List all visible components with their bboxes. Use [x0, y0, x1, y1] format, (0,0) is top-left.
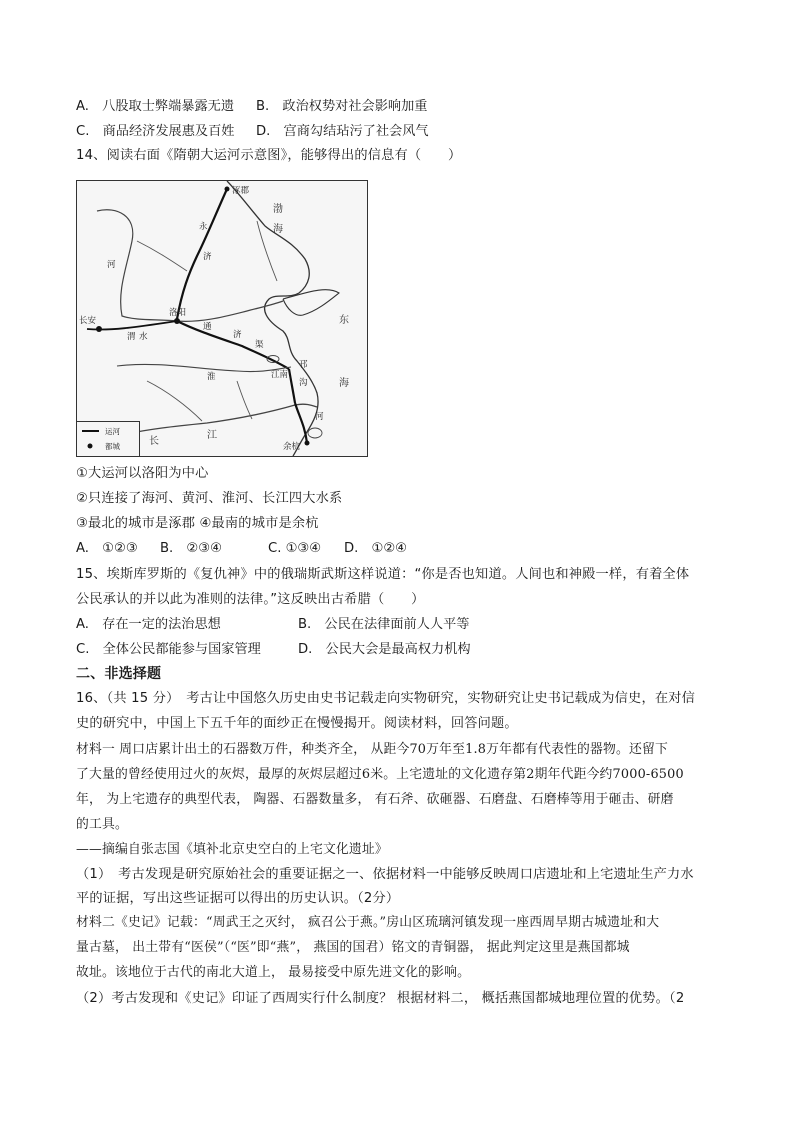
- label-dong: 东: [339, 315, 349, 326]
- q13-option-d: D. 宫商勾结玷污了社会风气: [256, 124, 429, 139]
- q16-material-1-line-4: 的工具。: [76, 817, 128, 832]
- label-shui: 水: [139, 332, 148, 342]
- q16-material-1-line-3: 年， 为上宅遗存的典型代表， 陶器、石器数量多， 有石斧、砍砸器、石磨盘、石磨棒等用于砸击、研磨: [76, 792, 674, 807]
- q13-option-b: B. 政治权势对社会影响加重: [256, 99, 428, 114]
- q16-intro-line-2: 史的研究中，中国上下五千年的面纱正在慢慢揭开。阅读材料，回答问题。: [76, 716, 518, 731]
- q16-material-1-line-2: 了大量的曾经使用过火的灰烬，最厚的灰烬层超过6米。上宅遗址的文化遗存第2期年代距今约7000-6500: [76, 767, 684, 782]
- q16-sub-1-line-2: 平的证据，写出这些证据可以得出的历史认识。（2分）: [76, 891, 400, 906]
- q14-option-a: A. ①②③: [76, 541, 138, 556]
- legend-capital-dot: [88, 444, 93, 449]
- label-hai-2: 海: [339, 378, 349, 389]
- q14-option-c: C. ①③④: [268, 541, 322, 556]
- tongji-canal: [177, 321, 289, 369]
- label-luoyang: 洛阳: [169, 308, 187, 318]
- luoyang-dot: [174, 318, 180, 324]
- q16-sub-2-line-1: （2）考古发现和《史记》印证了西周实行什么制度？ 根据材料二， 概括燕国都城地理位置的优势。（2: [76, 991, 685, 1006]
- label-yuhang: 余杭: [283, 442, 301, 452]
- label-ji: 济: [203, 252, 212, 262]
- label-hai-1: 海: [273, 224, 283, 235]
- q15-option-c: C. 全体公民都能参与国家管理: [76, 642, 261, 657]
- legend-canal-label: 运河: [105, 427, 120, 436]
- label-he: 河: [107, 260, 116, 270]
- label-qu: 渠: [255, 340, 264, 350]
- q16-material-1-line-1: 材料一 周口店累计出土的石器数万件，种类齐全， 从距今70万年至1.8万年都有代表性的器物。还留下: [76, 742, 669, 757]
- hangou-canal: [289, 369, 295, 403]
- grand-canal-map: [76, 180, 368, 457]
- q16-material-2-line-2: 量古墓， 出土带有“医侯”（“医”即“燕”， 燕国的国君）铭文的青铜器， 据此判定这里是燕国都城: [76, 940, 630, 955]
- q14-stem: 14、阅读右面《隋朝大运河示意图》，能够得出的信息有（ ）: [76, 148, 462, 163]
- yangtze-river: [117, 404, 317, 436]
- q16-sub-1-line-1: （1） 考古发现是研究原始社会的重要证据之一、依据材料一中能够反映周口店遗址和上宅遗址生产力水: [76, 867, 694, 882]
- tributary-4: [237, 381, 252, 419]
- label-han: 邗: [299, 360, 308, 370]
- label-yunhe: 河: [315, 412, 324, 422]
- zhuojun-dot: [225, 187, 230, 192]
- label-bo: 渤: [273, 204, 283, 215]
- coastline: [227, 181, 318, 456]
- label-tong: 通: [203, 322, 212, 332]
- q14-option-d: D. ①②④: [344, 541, 408, 556]
- q13-option-c: C. 商品经济发展惠及百姓: [76, 124, 235, 139]
- q16-material-2-line-1: 材料二《史记》记载：“周武王之灭纣， 疯召公于燕。”房山区琉璃河镇发现一座西周早期古城遗址和大: [76, 915, 660, 930]
- yellow-river: [97, 210, 283, 322]
- label-chang: 长: [149, 436, 159, 447]
- peninsula: [283, 290, 339, 316]
- q16-material-2-line-3: 故址。该地位于古代的南北大道上， 最易接受中原先进文化的影响。: [76, 965, 471, 980]
- q14-statement-3: ③最北的城市是涿郡 ④最南的城市是余杭: [76, 516, 319, 531]
- q16-material-1-source: ——摘编自张志国《填补北京史空白的上宅文化遗址》: [76, 842, 388, 857]
- label-jiangnan: 江南: [271, 370, 289, 380]
- yongji-canal: [177, 189, 227, 319]
- q16-intro-line-1: 16、（共 15 分） 考古让中国悠久历史由史书记载走向实物研究，实物研究让史书记载成为信史，在对信: [76, 691, 695, 706]
- q14-option-b: B. ②③④: [160, 541, 222, 556]
- jiangnan-canal: [295, 403, 307, 443]
- q13-option-a: A. 八股取士弊端暴露无遗: [76, 99, 235, 114]
- changan-dot: [96, 326, 102, 332]
- section-2-title: 二、非选择题: [76, 666, 162, 682]
- taihu-lake: [308, 428, 322, 438]
- q15-stem-line-1: 15、埃斯库罗斯的《复仇神》中的俄瑞斯武斯这样说道：“你是否也知道。人间也和神殿一样，有着全体: [76, 567, 690, 582]
- huai-river: [117, 364, 291, 371]
- tributary-3: [147, 381, 202, 421]
- q15-stem-line-2: 公民承认的并以此为准则的法律。”这反映出古希腊（ ）: [76, 592, 425, 607]
- q15-option-d: D. 公民大会是最高权力机构: [298, 642, 471, 657]
- legend-capital-label: 都城: [105, 442, 120, 451]
- q15-option-b: B. 公民在法律面前人人平等: [298, 617, 470, 632]
- label-zhuojun: 涿郡: [232, 186, 250, 196]
- q15-option-a: A. 存在一定的法治思想: [76, 617, 221, 632]
- label-changan: 长安: [79, 316, 97, 326]
- yuhang-dot: [305, 441, 310, 446]
- label-huai: 淮: [207, 372, 216, 382]
- label-ji-2: 济: [233, 330, 242, 340]
- label-jiang: 江: [207, 430, 217, 441]
- map-legend: [77, 421, 140, 456]
- label-wei: 渭: [127, 332, 136, 342]
- label-yong: 永: [199, 222, 208, 232]
- q14-statement-1: ①大运河以洛阳为中心: [76, 466, 209, 481]
- tributary-1: [137, 241, 187, 271]
- label-gou: 沟: [299, 378, 308, 388]
- q14-statement-2: ②只连接了海河、黄河、淮河、长江四大水系: [76, 491, 343, 506]
